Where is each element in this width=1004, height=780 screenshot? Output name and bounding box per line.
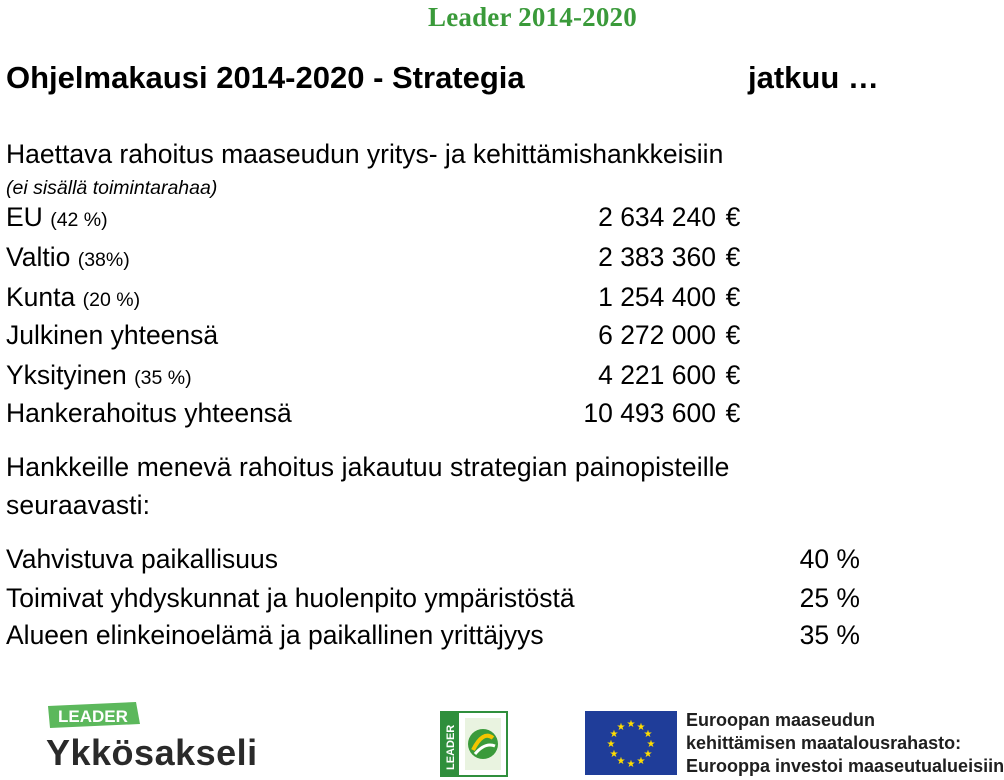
funding-row-amount bbox=[598, 202, 744, 233]
svg-text:★: ★ bbox=[646, 739, 656, 750]
row-name: Yksityinen bbox=[6, 360, 127, 390]
svg-text:★: ★ bbox=[636, 722, 646, 733]
funding-intro: Haettava rahoitus maaseudun yritys- ja kehittämishankkeisiin bbox=[6, 139, 724, 169]
amount-value: 2 634 240 bbox=[598, 202, 716, 232]
funding-row-label bbox=[6, 242, 130, 273]
svg-text:★: ★ bbox=[643, 729, 653, 740]
euro-icon: € bbox=[725, 320, 741, 350]
funding-row-amount bbox=[598, 242, 744, 273]
svg-text:★: ★ bbox=[609, 729, 619, 740]
leader-square-logo bbox=[441, 712, 507, 776]
row-name: Julkinen yhteensä bbox=[6, 320, 219, 350]
row-percent: (38%) bbox=[77, 249, 130, 271]
ykkosakseli-logo bbox=[46, 700, 256, 778]
leader-period-tag: Leader 2014-2020 bbox=[428, 2, 637, 32]
svg-text:★: ★ bbox=[609, 749, 619, 760]
funding-row-amount bbox=[598, 282, 744, 313]
funding-note: (ei sisällä toimintarahaa) bbox=[6, 177, 218, 199]
row-name: EU bbox=[6, 202, 43, 232]
euro-icon: € bbox=[725, 360, 741, 390]
amount-value: 1 254 400 bbox=[598, 282, 716, 312]
funding-row-amount bbox=[598, 320, 744, 351]
eu-text-line1: Euroopan maaseudun bbox=[686, 710, 876, 730]
priority-label: Toimivat yhdyskunnat ja huolenpito ympäristöstä bbox=[6, 583, 575, 613]
svg-text:★: ★ bbox=[643, 749, 653, 760]
allocation-intro-line1: Hankkeille menevä rahoitus jakautuu strategian painopisteille bbox=[6, 452, 730, 482]
eu-text-line3: Eurooppa investoi maaseutualueisiin bbox=[686, 756, 1004, 776]
priority-value: 25 % bbox=[799, 583, 860, 613]
row-percent: (20 %) bbox=[82, 289, 141, 311]
ykkosakseli-name: Ykkösakseli bbox=[46, 732, 258, 773]
euro-icon: € bbox=[725, 202, 741, 232]
leader-flag-icon bbox=[46, 700, 142, 730]
funding-row-amount bbox=[598, 360, 744, 391]
priority-value: 40 % bbox=[799, 544, 860, 574]
eu-flag-icon bbox=[585, 711, 677, 775]
funding-row-label bbox=[6, 202, 108, 233]
row-percent: (42 %) bbox=[50, 209, 108, 231]
row-name: Valtio bbox=[6, 242, 71, 272]
leader-flag-text: LEADER bbox=[58, 707, 128, 726]
priority-label: Vahvistuva paikallisuus bbox=[6, 544, 279, 574]
funding-row-label bbox=[6, 398, 292, 429]
allocation-intro-line2: seuraavasti: bbox=[6, 490, 151, 520]
page-title: Ohjelmakausi 2014-2020 - Strategia bbox=[6, 60, 525, 95]
funding-row-label bbox=[6, 282, 140, 313]
funding-row-label bbox=[6, 320, 218, 351]
row-name: Hankerahoitus yhteensä bbox=[6, 398, 292, 428]
svg-text:★: ★ bbox=[626, 719, 636, 730]
euro-icon: € bbox=[725, 242, 741, 272]
funding-row-amount bbox=[583, 398, 744, 429]
continued-label: jatkuu … bbox=[748, 60, 879, 95]
svg-text:★: ★ bbox=[616, 756, 626, 767]
amount-value: 6 272 000 bbox=[598, 320, 716, 350]
amount-value: 10 493 600 bbox=[583, 398, 716, 428]
svg-text:★: ★ bbox=[626, 759, 636, 770]
euro-icon: € bbox=[725, 282, 741, 312]
euro-icon: € bbox=[725, 398, 741, 428]
row-percent: (35 %) bbox=[134, 367, 192, 389]
priority-value: 35 % bbox=[799, 620, 860, 650]
amount-value: 2 383 360 bbox=[598, 242, 716, 272]
svg-text:★: ★ bbox=[636, 756, 646, 767]
eu-text-line2: kehittämisen maatalousrahasto: bbox=[686, 733, 962, 753]
svg-text:★: ★ bbox=[606, 739, 616, 750]
leader-vertical-text: LEADER bbox=[445, 724, 457, 770]
amount-value: 4 221 600 bbox=[598, 360, 716, 390]
funding-row-label bbox=[6, 360, 192, 391]
svg-text:★: ★ bbox=[616, 722, 626, 733]
row-name: Kunta bbox=[6, 282, 76, 312]
priority-label: Alueen elinkeinoelämä ja paikallinen yrittäjyys bbox=[6, 620, 544, 650]
